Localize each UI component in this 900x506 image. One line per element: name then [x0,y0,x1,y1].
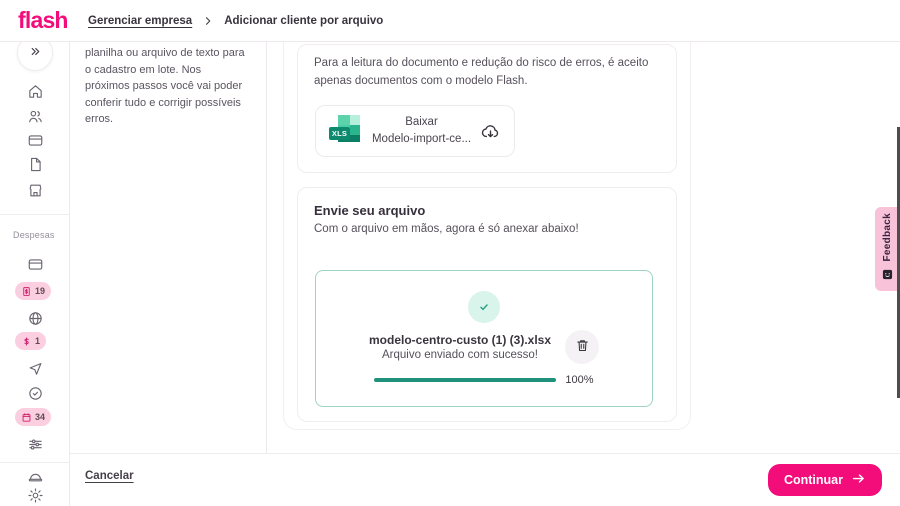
file-info [369,333,551,361]
chevron-right-icon [202,15,214,27]
file-status: Arquivo enviado com sucesso! [382,349,538,361]
feedback-label: Feedback [882,212,893,262]
calendar-icon [21,412,32,423]
receipt-icon [21,286,32,297]
upload-subtitle: Com o arquivo em mãos, agora é só anexar abaixo! [314,223,579,235]
breadcrumb [88,0,383,42]
uploaded-file-row [369,330,599,364]
download-cloud-icon [480,121,501,142]
success-check-icon [468,291,500,323]
store-icon[interactable] [26,181,44,199]
download-label [372,114,471,147]
upload-card [297,187,677,422]
model-description: Para a leitura do documento e redução do risco de erros, é aceito apenas documentos com o modelo Flash. [314,57,649,88]
feedback-smiley-icon [882,267,893,285]
xls-file-icon [329,115,363,147]
document-icon[interactable] [26,155,44,173]
arrow-right-icon [851,471,866,489]
trash-icon [575,338,590,356]
sidebar-divider [0,214,70,215]
flash-logo[interactable]: flash [18,7,68,33]
sidebar [0,42,70,506]
file-name: modelo-centro-custo (1) (3).xlsx [368,333,552,347]
travel-icon[interactable] [26,358,44,376]
calendar-badge-count: 34 [35,412,46,422]
breadcrumb-link-gerenciar-empresa[interactable]: Gerenciar empresa [88,15,193,27]
xls-badge: XLS [329,127,350,140]
upload-title: Envie seu arquivo [314,203,426,218]
cancel-link[interactable]: Cancelar [85,470,134,482]
gear-icon[interactable] [26,486,44,504]
clock-check-icon[interactable] [26,384,44,402]
continue-label: Continuar [783,473,843,487]
sidebar-section-label: Despesas [13,230,55,240]
progress-percent: 100% [565,374,594,386]
download-model-button[interactable] [315,105,515,157]
home-icon[interactable] [26,82,44,100]
chevrons-right-icon [29,45,42,61]
dollar-icon [21,336,32,347]
people-icon[interactable] [26,107,44,125]
intro-text: planilha ou arquivo de texto para o cadastro em lote. Nos próximos passos você vai poder conferir tudo e corrigir possíveis erros. [85,47,245,125]
helmet-icon[interactable] [26,468,44,486]
breadcrumb-current: Adicionar cliente por arquivo [224,15,384,27]
continue-button[interactable] [768,464,882,496]
content-divider [266,42,267,453]
money-badge-count: 1 [35,336,41,346]
file-dropzone [315,270,653,407]
download-title: Baixar [405,116,438,129]
receipt-badge-count: 19 [35,286,46,296]
footer-divider [70,453,900,454]
upload-progress [374,374,593,386]
model-card [297,44,677,173]
delete-file-button[interactable] [565,330,599,364]
sidebar-badge-receipts[interactable] [15,282,51,300]
download-filename: Modelo-import-ce... [371,133,472,145]
sidebar-badge-calendar[interactable] [15,408,51,426]
card-icon-despesas[interactable] [26,255,44,273]
sliders-icon[interactable] [26,435,44,453]
card-icon[interactable] [26,131,44,149]
sidebar-divider-2 [0,462,70,463]
sidebar-badge-money[interactable] [15,332,46,350]
topbar [0,0,900,42]
progress-bar [374,378,556,382]
globe-icon[interactable] [26,309,44,327]
